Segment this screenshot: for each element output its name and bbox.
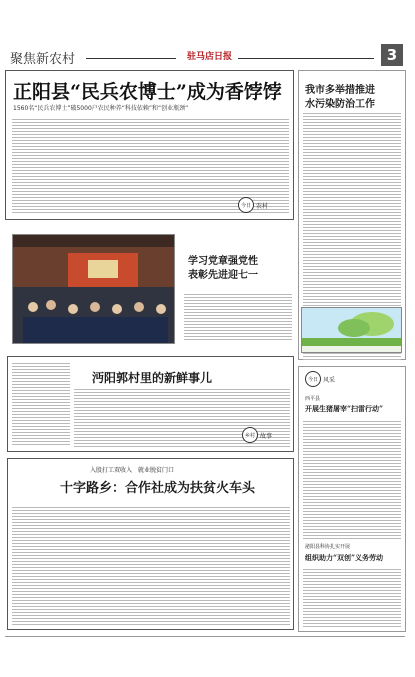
badge-village-story xyxy=(242,427,272,443)
study-title-line1: 学习党章强党性 xyxy=(188,256,258,267)
masthead-rule-right xyxy=(238,58,374,59)
badge-today-style xyxy=(305,371,335,387)
badge-circle: 今日 xyxy=(238,197,254,213)
bottom-article xyxy=(7,458,294,630)
study-title-line2: 表彰先进迎七一 xyxy=(188,270,258,281)
side3-title: 组织助力“双创”义务劳动 xyxy=(305,553,384,562)
badge-tag: 风采 xyxy=(323,376,336,384)
study-article xyxy=(180,234,294,344)
badge-today-rural xyxy=(238,197,268,213)
section-title: 聚焦新农村 xyxy=(10,52,76,67)
bottom-kicker: 入股打工双收入 就业脱贫门口 xyxy=(90,467,175,474)
side2-kicker: 西平县 xyxy=(305,396,321,402)
side2-title: 开展生猪屠宰“扫雷行动” xyxy=(305,404,384,413)
lead-subtitle: 1560名“民兵农博士”破5000户农民种养“科技依赖”和“创业瓶颈” xyxy=(13,105,189,112)
study-body xyxy=(184,292,292,340)
story-article xyxy=(7,356,294,452)
story-body-left xyxy=(12,361,70,447)
side1-title-line1: 我市多举措推进 xyxy=(305,85,375,96)
masthead xyxy=(0,44,415,70)
meeting-hall-image xyxy=(13,235,175,344)
badge-tag: 农村 xyxy=(256,202,269,210)
side3-kicker: 泌阳县科协扎实开展 xyxy=(305,544,351,550)
brand-logo: 驻马店日报 xyxy=(187,52,233,62)
landscape-image xyxy=(302,308,402,353)
bottom-title: 十字路乡：合作社成为扶贫火车头 xyxy=(60,481,256,496)
lead-article xyxy=(5,70,294,220)
side1-title-line2: 水污染防治工作 xyxy=(305,99,375,110)
side2-body xyxy=(303,419,401,539)
side3-body xyxy=(303,567,401,629)
story-title: 沔阳郭村里的新鲜事儿 xyxy=(92,371,213,385)
right-column-mid xyxy=(298,366,406,632)
badge-tag: 故事 xyxy=(260,432,273,440)
page-number: 3 xyxy=(381,44,403,66)
meeting-photo xyxy=(12,234,175,344)
bottom-body xyxy=(12,505,290,625)
lead-title: 正阳县“民兵农博士”成为香饽饽 xyxy=(13,81,282,103)
footer-rule xyxy=(5,636,405,637)
badge-circle: 乡村 xyxy=(242,427,258,443)
badge-circle: 今日 xyxy=(305,371,321,387)
right-image xyxy=(301,307,402,353)
masthead-rule-left xyxy=(86,58,176,59)
